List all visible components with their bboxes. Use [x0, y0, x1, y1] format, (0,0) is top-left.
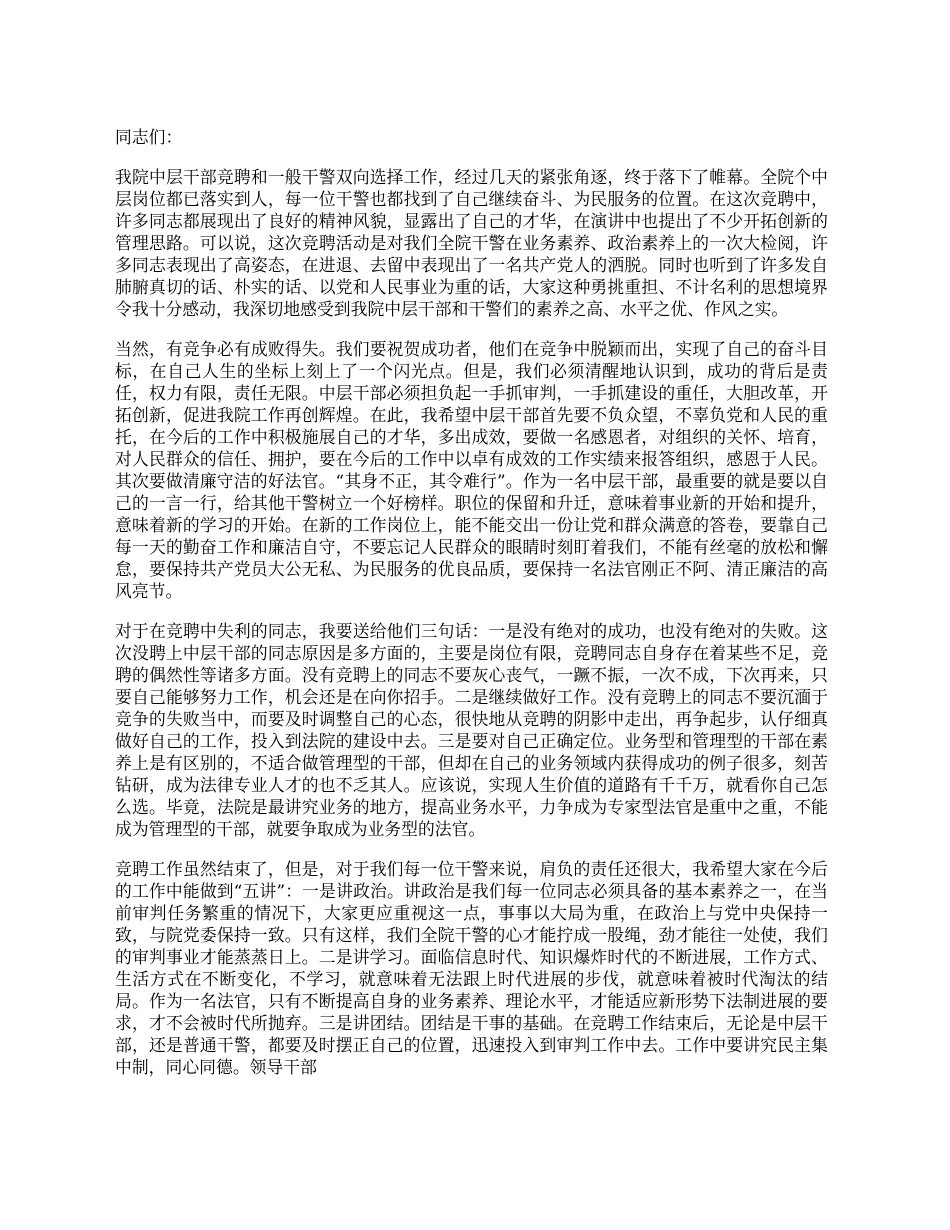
salutation: 同志们：: [115, 127, 183, 147]
paragraph-3: 对于在竞聘中失利的同志，我要送给他们三句话：一是没有绝对的成功，也没有绝对的失败。这次没聘上中层干部的同志原因是多方面的，主要是岗位有限，竞聘同志自身存在着某些不足，竞聘的偶然性等诸多方面。没有竞聘上的同志不要灰心丧气，一蹶不振，一次不成，下次再来，只要自己能够努力工作，机会还是在向你招手。二是继续做好工作。没有竞聘上的同志不要沉湎于竞争的失败当中，而要及时调整自己的心态，很快地从竞聘的阴影中走出，再争起步，认仔细真做好自己的工作，投入到法院的建设中去。三是要对自己正确定位。业务型和管理型的干部在素养上是有区别的，不适合做管理型的干部，但却在自己的业务领域内获得成功的例子很多，刻苦钻研，成为法律专业人才的也不乏其人。应该说，实现人生价值的道路有千千万，就看你自己怎么选。毕竟，法院是最讲究业务的地方，提高业务水平，力争成为专家型法官是重中之重，不能成为管理型的干部，就要争取成为业务型的法官。: [115, 621, 828, 839]
paragraph-2: 当然，有竞争必有成败得失。我们要祝贺成功者，他们在竞争中脱颖而出，实现了自己的奋斗目标，在自己人生的坐标上刻上了一个闪光点。但是，我们必须清醒地认识到，成功的背后是责任，权力有限，责任无限。中层干部必须担负起一手抓审判，一手抓建设的重任，大胆改革，开拓创新，促进我院工作再创辉煌。在此，我希望中层干部首先要不负众望，不辜负党和人民的重托，在今后的工作中积极施展自己的才华，多出成效，要做一名感恩者，对组织的关怀、培育，对人民群众的信任、拥护，要在今后的工作中以卓有成效的工作实绩来报答组织，感恩于人民。其次要做清廉守洁的好法官。“其身不正，其令难行”。作为一名中层干部，最重要的就是要以自己的一言一行，给其他干警树立一个好榜样。职位的保留和升迁，意味着事业新的开始和提升，意味着新的学习的开始。在新的工作岗位上，能不能交出一份让党和群众满意的答卷，要靠自己每一天的勤奋工作和廉洁自守，不要忘记人民群众的眼睛时刻盯着我们，不能有丝毫的放松和懈怠，要保持共产党员大公无私、为民服务的优良品质，要保持一名法官刚正不阿、清正廉洁的高风亮节。: [115, 339, 828, 601]
paragraph-4: 竞聘工作虽然结束了，但是，对于我们每一位干警来说，肩负的责任还很大，我希望大家在今后的工作中能做到“五讲”：一是讲政治。讲政治是我们每一位同志必须具备的基本素养之一，在当前审判任务繁重的情况下，大家更应重视这一点，事事以大局为重，在政治上与党中央保持一致，与院党委保持一致。只有这样，我们全院干警的心才能拧成一股绳，劲才能往一处使，我们的审判事业才能蒸蒸日上。二是讲学习。面临信息时代、知识爆炸时代的不断进展，工作方式、生活方式在不断变化，不学习，就意味着无法跟上时代进展的步伐，就意味着被时代淘汰的结局。作为一名法官，只有不断提高自身的业务素养、理论水平，才能适应新形势下法制进展的要求，才不会被时代所抛弃。三是讲团结。团结是干事的基础。在竞聘工作结束后，无论是中层干部，还是普通干警，都要及时摆正自己的位置，迅速投入到审判工作中去。工作中要讲究民主集中制，同心同德。领导干部: [115, 859, 828, 1077]
paragraph-1: 我院中层干部竞聘和一般干警双向选择工作，经过几天的紧张角逐，终于落下了帷幕。全院个中层岗位都已落实到人，每一位干警也都找到了自己继续奋斗、为民服务的位置。在这次竞聘中，许多同志都展现出了良好的精神风貌，显露出了自己的才华，在演讲中也提出了不少开拓创新的管理思路。可以说，这次竞聘活动是对我们全院干警在业务素养、政治素养上的一次大检阅，许多同志表现出了高姿态，在进退、去留中表现出了一名共产党人的洒脱。同时也听到了许多发自肺腑真切的话、朴实的话、以党和人民事业为重的话，大家这种勇挑重担、不计名利的思想境界令我十分感动，我深切地感受到我院中层干部和干警们的素养之高、水平之优、作风之实。: [115, 167, 828, 319]
